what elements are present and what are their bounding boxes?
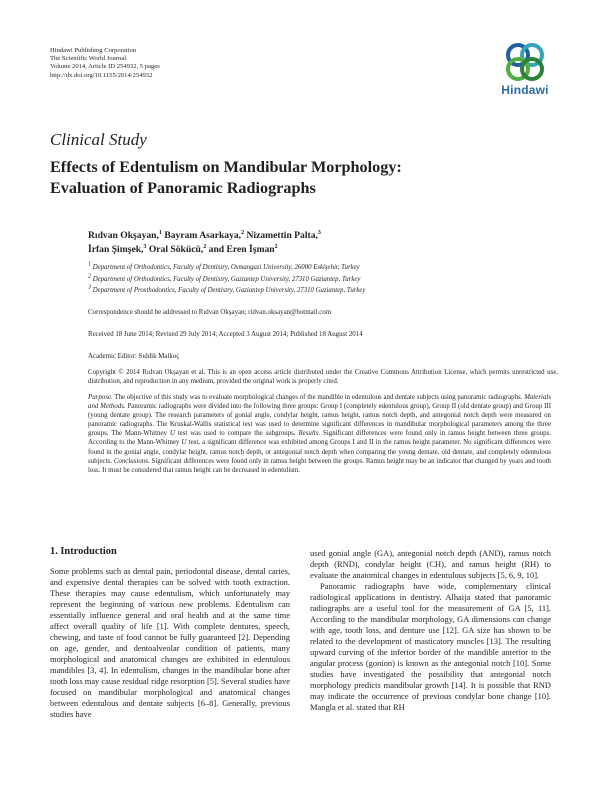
title-line-1: Effects of Edentulism on Mandibular Morphology: (50, 158, 402, 176)
author-name: Rıdvan Okşayan, (88, 230, 159, 241)
abstract: Purpose. The objective of this study was to evaluate morphological changes of the mandible in edentulous and dentate subjects using panoramic radiographs. Materials and Methods. Panoramic radiographs were divided into the following three groups: Group I (completely edentulous group), Group II (old dentate group) and Group III (young dentate group). The research parameters of gonial angle, condylar height, ramus height, ramus notch depth, and antegonial notch depth were measured on panoramic radiographs. The Kruskal-Wallis statistical test was used to determine significant differences in mandibular morphological parameters among the three groups. The Mann-Whitney U test was used to compare the subgroups. Results. Significant differences were found only in ramus height between three groups. According to the Mann-Whitney U test, a significant difference was exhibited among Groups I and II in the ramus height parameter. No significant differences were found in the gonial angle, condylar height, ramus notch depth, or antegonial notch depth when comparing the young dentate, old dentate, and completely edentulous subjects. Conclusions. Significant differences were found only in ramus height between the groups. Ramus height may be an indicator that changed by years and tooth loss. It must be considered that ramus height can be decreased in edentulism. (88, 394, 552, 474)
methods-label: Materials and Methods. (88, 394, 551, 411)
body-column-left (50, 566, 290, 720)
results-text: Significant differences were found only in ramus height between three groups. According to the Mann-Whitney (88, 430, 552, 447)
paragraph: used gonial angle (GA), antegonial notch depth (AND), ramus notch depth (RND), condylar height (CH), and ramus height (RH) to evaluate the anatomical changes in edentulous subjects [5, 6, 9, 10]. (310, 548, 551, 581)
author-affil: 2 (241, 229, 245, 236)
article-type: Clinical Study (50, 130, 147, 149)
methods-text: Panoramic radiographs were divided into the following three groups: Group I (completely edentulous group), Group II (old dentate group) and Group III (young dentate group). The research parameters of gonial angle, condylar height, ramus height, ramus notch depth, and antegonial notch depth were measured on panoramic radiographs. The Kruskal-Wallis statistical test was used to determine significant differences in mandibular morphological parameters among the three groups. The Mann-Whitney (88, 403, 551, 438)
paragraph: Panoramic radiographs have wide, complementary clinical radiological applications in dentistry. Alhaija stated that panoramic radiographs are a useful tool for the measurement of GA [5, 11]. According to the mandibular morphology, GA dimensions can change with age, tooth loss, and denture use [12]. GA size has shown to be related to the development of masticatory muscles [13]. The resulting upward curving of the inferior border of the mandible anterior to the angular process (gonion) is known as the antegonial notch [10]. Some studies have investigated the possibility that antegonial notch morphology predicts mandibular growth [14]. It is possible that RND may indicate the occurrence of previous condylar bone change [10]. Mangla et al. stated that RH (310, 581, 551, 713)
author-affil: 2 (274, 243, 278, 250)
title-line-2: Evaluation of Panoramic Radiographs (50, 178, 316, 197)
volume-line: Volume 2014, Article ID 254932, 5 pages (50, 63, 160, 71)
author-name: Bayram Asarkaya, (164, 230, 242, 241)
author-name: and Eren İşman (208, 244, 275, 255)
logo-text: Hindawi (501, 83, 549, 97)
journal-header (50, 47, 160, 80)
conclusions-label: Conclusions. (113, 457, 150, 465)
author-name: İrfan Şimşek, (88, 244, 144, 255)
results-label: Results. (298, 430, 321, 438)
hindawi-logo (495, 40, 555, 106)
body-column-right (310, 548, 551, 713)
author-list (88, 229, 508, 257)
author-affil: 1 (158, 229, 162, 236)
correspondence: Correspondence should be addressed to Rıdvan Okşayan; ridvan.oksayan@hotmail.com (88, 309, 332, 316)
paragraph: Some problems such as dental pain, periodontal disease, dental caries, and expensive dental therapies can be solved with tooth extraction. These therapies may cause edentulism, which unfortunately may represent the beginning of various new problems. Edentulism can essentially influence general and oral health and at the same time affect overall quality of life [1]. With complete dentures, speech, chewing, and taste of food cannot be fully guaranteed [2]. Depending on age, gender, and dentoalveolar condition of patients, many morphological and anatomical changes are exhibited in edentulous mandibles [3, 4]. In edentulism, changes in the mandibular bone after tooth loss may cause residual ridge resorption [5]. Several studies have focused on mandibular morphological and anatomical changes between edentulous and dentate subjects [6–8]. Generally, previous studies have (50, 566, 290, 720)
affiliation: $^1$ Department of Orthodontics, Faculty of Dentistry, Osmangazi University, 26000 Eskişehir, Turkey (88, 261, 360, 271)
publisher-line: Hindawi Publishing Corporation (50, 47, 137, 54)
author-affil: 3 (317, 229, 321, 236)
purpose-text: The objective of this study was to evaluate morphological changes of the mandible in edentulous and dentate subjects using panoramic radiographs. (112, 394, 525, 401)
author-name: Nizamettin Palta, (246, 230, 318, 241)
article-title (50, 157, 570, 198)
affiliations (88, 262, 548, 297)
journal-name: The Scientific World Journal (50, 55, 127, 63)
conclusions-text: Significant differences were found only in ramus height between the groups. Ramus height may be an indicator that changed by years and tooth loss. It must be considered that ramus height can be decreased in edentulism. (88, 457, 552, 474)
academic-editor: Academic Editor: Sıddik Malkoç (88, 353, 180, 360)
publication-dates: Received 18 June 2014; Revised 29 July 2014; Accepted 3 August 2014; Published 18 August 2014 (88, 331, 363, 338)
author-affil: 2 (203, 243, 207, 250)
doi-link[interactable]: http://dx.doi.org/10.1155/2014/254932 (50, 71, 153, 79)
affiliation: $^3$ Department of Prosthodontics, Faculty of Dentistry, Gaziantep University, 27310 Gaziantep, Turkey (88, 284, 366, 295)
author-name: Oral Sökücü, (148, 244, 204, 255)
author-affil: 3 (143, 243, 147, 250)
copyright-notice: Copyright © 2014 Rıdvan Okşayan et al. This is an open access article distributed under the Creative Commons Attribution License, which permits unrestricted use, distribution, and reproduction in any medium, provided the original work is properly cited. (88, 369, 558, 385)
purpose-label: Purpose. (88, 394, 113, 401)
affiliation: $^2$ Department of Orthodontics, Faculty of Dentistry, Gaziantep University, 27310 Gaziantep, Turkey (88, 273, 361, 283)
section-heading-introduction: 1. Introduction (50, 546, 117, 557)
hindawi-rings-icon (503, 40, 547, 84)
